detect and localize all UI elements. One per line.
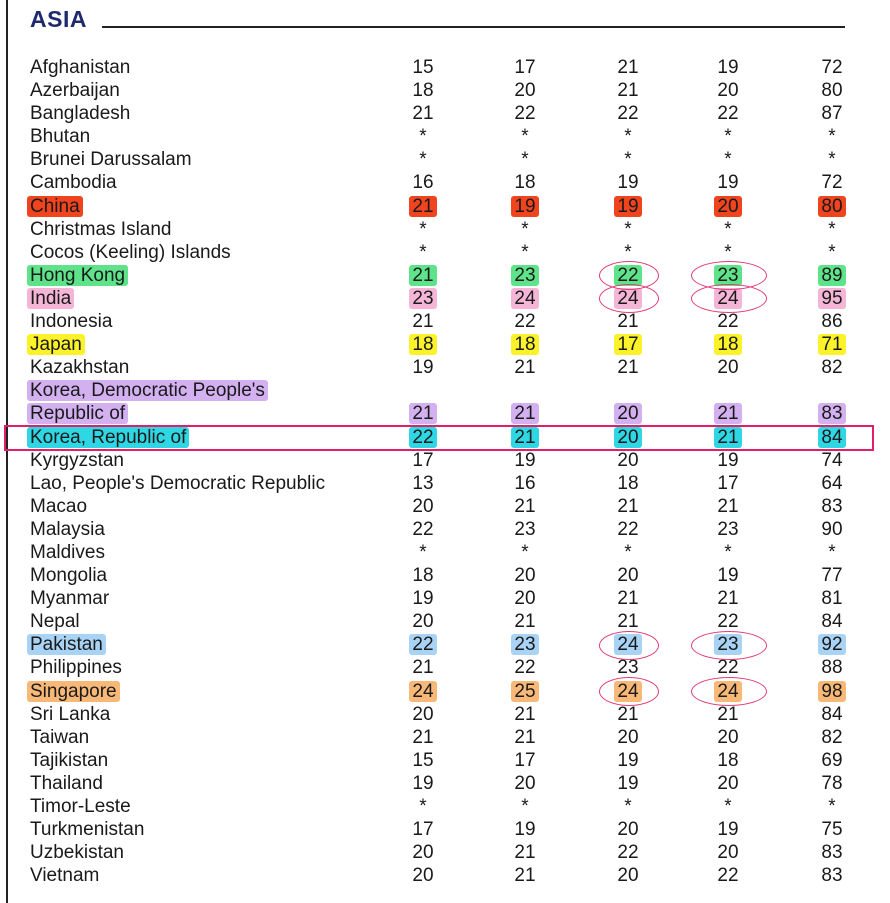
value-cell: 22 (717, 865, 739, 887)
value-cell: * (521, 541, 529, 563)
value-cell: 23 (701, 633, 755, 656)
value-cell: 24 (701, 287, 755, 310)
value-cell: 20 (717, 842, 739, 864)
country-name: Uzbekistan (30, 842, 124, 864)
value-cell: 24 (498, 287, 552, 310)
country-name: Nepal (30, 611, 80, 633)
table-row (0, 587, 890, 610)
value-cell: 86 (821, 311, 843, 333)
value-cell: 22 (617, 518, 639, 540)
table-row (0, 218, 890, 241)
value-cell: 20 (617, 565, 639, 587)
value-cell: 20 (412, 611, 434, 633)
value-cell: 92 (805, 633, 859, 656)
value-cell: 19 (412, 357, 434, 379)
country-name: Taiwan (30, 726, 90, 748)
value-cell: 20 (617, 865, 639, 887)
value-cell: * (828, 241, 836, 263)
value-cell: 21 (412, 657, 434, 679)
value-cell: 20 (412, 703, 434, 725)
value-cell: 87 (821, 103, 843, 125)
value-cell: * (828, 149, 836, 171)
value-cell: 19 (717, 449, 739, 471)
table-row (0, 726, 890, 749)
country-name: Timor-Leste (30, 796, 131, 817)
value-cell: 98 (805, 680, 859, 703)
value-cell: 16 (412, 172, 434, 194)
country-name: Singapore (30, 680, 117, 703)
value-cell: 20 (514, 772, 536, 794)
value-cell: 83 (821, 495, 843, 517)
value-cell: 20 (717, 357, 739, 379)
table-row (0, 287, 890, 310)
table-row (0, 633, 890, 656)
table-row (0, 703, 890, 726)
value-cell: 23 (396, 287, 450, 310)
value-cell: 21 (514, 357, 536, 379)
value-cell: 21 (514, 611, 536, 633)
country-name: Sri Lanka (30, 703, 111, 725)
value-cell: 24 (701, 680, 755, 703)
value-cell: 21 (617, 703, 639, 725)
value-cell: 19 (717, 172, 739, 194)
table-row (0, 449, 890, 472)
value-cell: * (521, 796, 529, 817)
value-cell: 20 (601, 402, 655, 425)
value-cell: * (624, 541, 632, 563)
value-cell: 20 (412, 842, 434, 864)
value-cell: 22 (514, 103, 536, 125)
value-cell: * (624, 149, 632, 171)
country-name: Indonesia (30, 311, 113, 333)
value-cell: 24 (601, 633, 655, 656)
country-name: Cambodia (30, 172, 117, 194)
country-name: Myanmar (30, 588, 110, 610)
value-cell: 21 (617, 588, 639, 610)
value-cell: * (828, 796, 836, 817)
table-row (0, 841, 890, 864)
table-row (0, 518, 890, 541)
table-row (0, 864, 890, 887)
value-cell: 24 (601, 287, 655, 310)
table-row (0, 379, 890, 402)
country-name: Hong Kong (30, 264, 125, 287)
value-cell: 20 (617, 449, 639, 471)
value-cell: 13 (412, 472, 434, 494)
value-cell: * (724, 541, 732, 563)
country-name: Korea, Democratic People's (30, 379, 265, 402)
value-cell: 22 (717, 311, 739, 333)
value-cell: 20 (412, 865, 434, 887)
section-title: ASIA (30, 6, 87, 32)
value-cell: 18 (412, 80, 434, 102)
value-cell: 78 (821, 772, 843, 794)
value-cell: 82 (821, 726, 843, 748)
value-cell: 17 (514, 749, 536, 771)
value-cell: 23 (717, 518, 739, 540)
value-cell: 17 (412, 449, 434, 471)
table-row (0, 79, 890, 102)
country-name: Japan (30, 333, 82, 356)
value-cell: * (828, 218, 836, 240)
country-name: Tajikistan (30, 749, 109, 771)
value-cell: * (624, 126, 632, 148)
value-cell: 21 (514, 865, 536, 887)
table-row (0, 102, 890, 125)
country-name: Cocos (Keeling) Islands (30, 241, 231, 263)
value-cell: 21 (701, 402, 755, 425)
value-cell: 19 (717, 57, 739, 78)
value-cell: 24 (601, 680, 655, 703)
value-cell: 18 (396, 333, 450, 356)
country-name: Brunei Darussalam (30, 149, 192, 171)
value-cell: 90 (821, 518, 843, 540)
value-cell: 21 (617, 357, 639, 379)
value-cell: 22 (717, 657, 739, 679)
value-cell: * (828, 541, 836, 563)
value-cell: 20 (412, 495, 434, 517)
value-cell: 23 (498, 633, 552, 656)
table-row (0, 564, 890, 587)
table-row (0, 749, 890, 772)
value-cell: * (419, 541, 427, 563)
value-cell: 21 (396, 195, 450, 218)
value-cell: 23 (498, 264, 552, 287)
country-name: China (30, 195, 80, 218)
value-cell: * (521, 149, 529, 171)
value-cell: 19 (617, 772, 639, 794)
country-name: Maldives (30, 541, 105, 563)
value-cell: 19 (717, 565, 739, 587)
value-cell: 72 (821, 57, 843, 78)
value-cell: 22 (412, 518, 434, 540)
value-cell: 21 (617, 80, 639, 102)
table-row (0, 402, 890, 425)
value-cell: 22 (617, 842, 639, 864)
value-cell: 19 (601, 195, 655, 218)
value-cell: * (419, 241, 427, 263)
value-cell: 84 (821, 703, 843, 725)
value-cell: 20 (617, 726, 639, 748)
section-header (30, 6, 845, 36)
table-row (0, 656, 890, 679)
table-row (0, 264, 890, 287)
table-row (0, 356, 890, 379)
value-cell: 25 (498, 680, 552, 703)
value-cell: 18 (717, 749, 739, 771)
value-cell: * (724, 241, 732, 263)
country-name: Pakistan (30, 633, 103, 656)
value-cell: 20 (717, 772, 739, 794)
value-cell: * (521, 218, 529, 240)
value-cell: 22 (514, 311, 536, 333)
value-cell: 84 (805, 426, 859, 449)
value-cell: 21 (396, 264, 450, 287)
value-cell: 22 (601, 264, 655, 287)
value-cell: 16 (514, 472, 536, 494)
value-cell: 22 (717, 103, 739, 125)
country-name: Lao, People's Democratic Republic (30, 472, 326, 494)
table-row (0, 818, 890, 841)
country-name: Turkmenistan (30, 819, 145, 841)
value-cell: 17 (601, 333, 655, 356)
value-cell: 18 (617, 472, 639, 494)
value-cell: 82 (821, 357, 843, 379)
value-cell: 81 (821, 588, 843, 610)
value-cell: 21 (617, 57, 639, 78)
value-cell: * (624, 796, 632, 817)
value-cell: 83 (821, 865, 843, 887)
table-row (0, 241, 890, 264)
country-name: Kyrgyzstan (30, 449, 124, 471)
table-row (0, 125, 890, 148)
value-cell: 64 (821, 472, 843, 494)
country-name: Republic of (30, 402, 125, 425)
value-cell: 21 (514, 842, 536, 864)
table-row (0, 426, 890, 449)
country-name: Azerbaijan (30, 80, 120, 102)
value-cell: 20 (514, 588, 536, 610)
value-cell: 21 (412, 726, 434, 748)
value-cell: * (724, 126, 732, 148)
table-row (0, 195, 890, 218)
header-rule (102, 26, 845, 28)
value-cell: 21 (514, 495, 536, 517)
value-cell: 71 (805, 333, 859, 356)
table-row (0, 610, 890, 633)
value-cell: * (521, 126, 529, 148)
value-cell: 19 (514, 819, 536, 841)
value-cell: 22 (617, 103, 639, 125)
value-cell: 83 (821, 842, 843, 864)
value-cell: 74 (821, 449, 843, 471)
value-cell: 77 (821, 565, 843, 587)
value-cell: 21 (701, 426, 755, 449)
table-row (0, 56, 890, 79)
table-row (0, 171, 890, 194)
value-cell: 20 (717, 80, 739, 102)
value-cell: 20 (514, 565, 536, 587)
value-cell: 18 (701, 333, 755, 356)
value-cell: 17 (717, 472, 739, 494)
value-cell: * (419, 149, 427, 171)
value-cell: 22 (396, 426, 450, 449)
value-cell: * (828, 126, 836, 148)
country-name: Macao (30, 495, 88, 517)
value-cell: 80 (821, 80, 843, 102)
value-cell: 69 (821, 749, 843, 771)
value-cell: * (724, 796, 732, 817)
value-cell: 15 (412, 749, 434, 771)
table-row (0, 310, 890, 333)
value-cell: 20 (601, 426, 655, 449)
country-table (0, 56, 890, 887)
value-cell: * (724, 149, 732, 171)
country-name: Afghanistan (30, 57, 131, 78)
value-cell: 20 (514, 80, 536, 102)
value-cell: 20 (617, 819, 639, 841)
value-cell: 21 (412, 103, 434, 125)
value-cell: * (419, 126, 427, 148)
value-cell: 21 (617, 311, 639, 333)
value-cell: 83 (805, 402, 859, 425)
value-cell: 19 (412, 588, 434, 610)
country-name: Bangladesh (30, 103, 131, 125)
value-cell: 19 (498, 195, 552, 218)
value-cell: 17 (412, 819, 434, 841)
value-cell: 21 (717, 495, 739, 517)
value-cell: * (521, 241, 529, 263)
value-cell: 75 (821, 819, 843, 841)
value-cell: 21 (717, 703, 739, 725)
value-cell: 19 (412, 772, 434, 794)
country-name: Bhutan (30, 126, 91, 148)
value-cell: 21 (617, 611, 639, 633)
value-cell: * (624, 218, 632, 240)
value-cell: 21 (396, 402, 450, 425)
value-cell: 21 (498, 426, 552, 449)
value-cell: 22 (717, 611, 739, 633)
value-cell: 20 (717, 726, 739, 748)
value-cell: 88 (821, 657, 843, 679)
value-cell: * (724, 218, 732, 240)
value-cell: 18 (412, 565, 434, 587)
value-cell: 21 (498, 402, 552, 425)
value-cell: 23 (514, 518, 536, 540)
value-cell: 72 (821, 172, 843, 194)
value-cell: 18 (514, 172, 536, 194)
value-cell: 19 (514, 449, 536, 471)
value-cell: 21 (412, 311, 434, 333)
table-row (0, 333, 890, 356)
table-row (0, 795, 890, 818)
value-cell: 80 (805, 195, 859, 218)
value-cell: 89 (805, 264, 859, 287)
value-cell: 19 (717, 819, 739, 841)
country-name: Vietnam (30, 865, 100, 887)
value-cell: 21 (617, 495, 639, 517)
country-name: Malaysia (30, 518, 105, 540)
table-row (0, 541, 890, 564)
table-row (0, 680, 890, 703)
value-cell: 19 (617, 749, 639, 771)
value-cell: 21 (717, 588, 739, 610)
value-cell: 21 (514, 703, 536, 725)
value-cell: 95 (805, 287, 859, 310)
value-cell: 23 (617, 657, 639, 679)
value-cell: 21 (514, 726, 536, 748)
country-name: Christmas Island (30, 218, 172, 240)
value-cell: 24 (396, 680, 450, 703)
value-cell: 17 (514, 57, 536, 78)
country-name: Thailand (30, 772, 103, 794)
value-cell: 19 (617, 172, 639, 194)
value-cell: * (419, 796, 427, 817)
country-name: Korea, Republic of (30, 426, 186, 449)
table-row (0, 472, 890, 495)
value-cell: * (419, 218, 427, 240)
country-name: Mongolia (30, 565, 108, 587)
value-cell: 22 (514, 657, 536, 679)
value-cell: 18 (498, 333, 552, 356)
country-name: Kazakhstan (30, 357, 130, 379)
value-cell: 20 (701, 195, 755, 218)
country-name: India (30, 287, 71, 310)
value-cell: 22 (396, 633, 450, 656)
value-cell: 15 (412, 57, 434, 78)
table-row (0, 772, 890, 795)
value-cell: 23 (701, 264, 755, 287)
table-row (0, 148, 890, 171)
value-cell: * (624, 241, 632, 263)
country-name: Philippines (30, 657, 122, 679)
table-row (0, 495, 890, 518)
value-cell: 84 (821, 611, 843, 633)
